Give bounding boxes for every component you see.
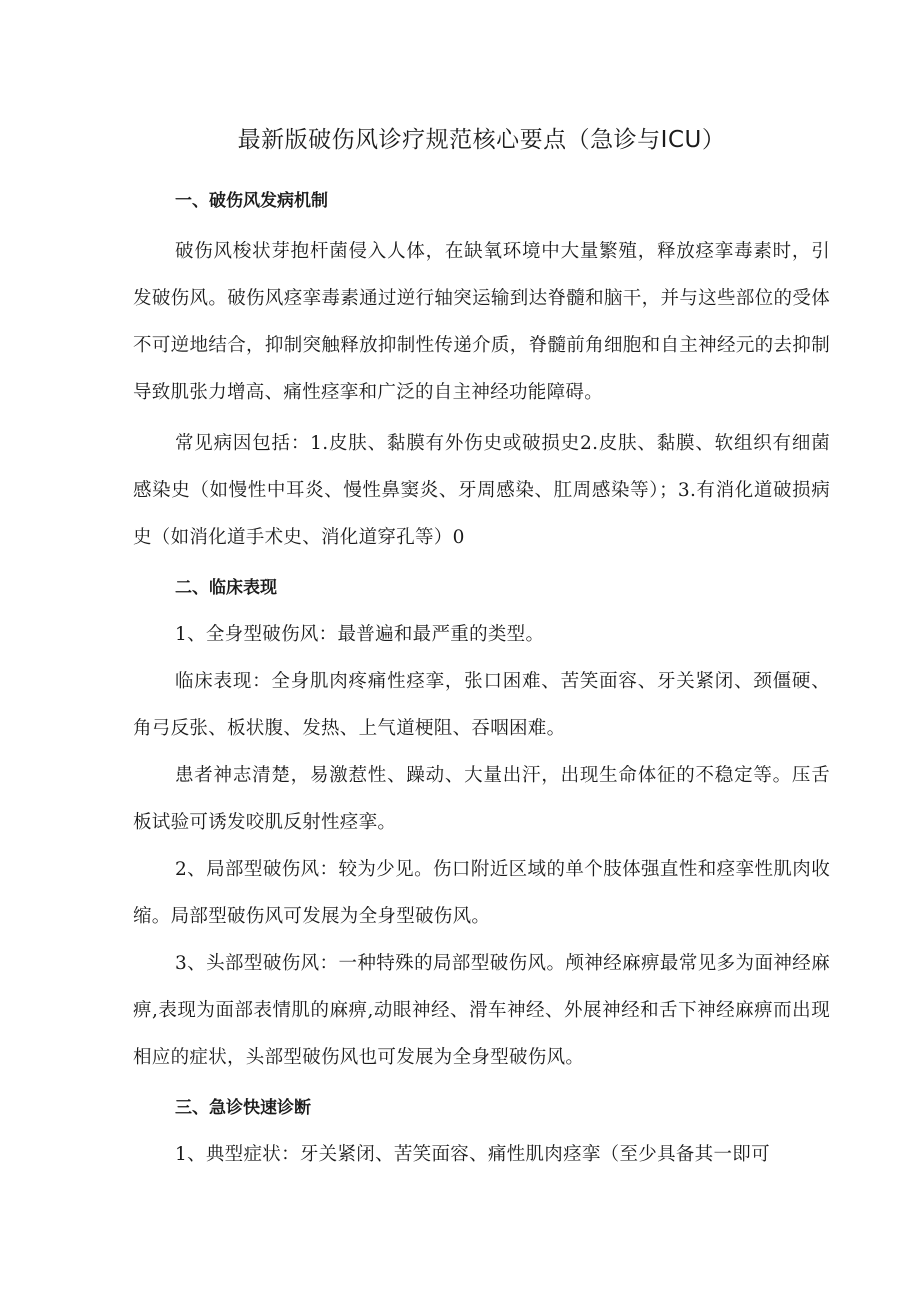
paragraph: 常见病因包括：1.皮肤、黏膜有外伤史或破损史2.皮肤、黏膜、软组织有细菌感染史（如慢性中耳炎、慢性鼻窦炎、牙周感染、肛周感染等）；3.有消化道破损病史（如消化道手术史、消化道穿孔等）0 bbox=[133, 433, 830, 548]
paragraph: 2、局部型破伤风：较为少见。伤口附近区域的单个肢体强直性和痉挛性肌肉收缩。局部型破伤风可发展为全身型破伤风。 bbox=[133, 859, 830, 927]
section-heading: 三、急诊快速诊断 bbox=[175, 1098, 311, 1118]
paragraph: 1、典型症状：牙关紧闭、苦笑面容、痛性肌肉痉挛（至少具备其一即可 bbox=[175, 1144, 770, 1165]
document-title: 最新版破伤风诊疗规范核心要点（急诊与ICU） bbox=[237, 127, 726, 153]
section-emergency-diagnosis bbox=[133, 1085, 830, 1178]
section-clinical-manifestations bbox=[133, 565, 830, 1081]
paragraph: 临床表现：全身肌肉疼痛性痉挛，张口困难、苦笑面容、牙关紧闭、颈僵硬、角弓反张、板状腹、发热、上气道梗阻、吞咽困难。 bbox=[133, 671, 830, 739]
section-heading: 二、临床表现 bbox=[175, 578, 277, 598]
paragraph: 1、全身型破伤风：最普遍和最严重的类型。 bbox=[175, 624, 545, 645]
paragraph: 3、头部型破伤风：一种特殊的局部型破伤风。颅神经麻痹最常见多为面神经麻痹,表现为面部表情肌的麻痹,动眼神经、滑车神经、外展神经和舌下神经麻痹而出现相应的症状，头部型破伤风也可发展为全身型破伤风。 bbox=[133, 953, 830, 1068]
paragraph: 破伤风梭状芽抱杆菌侵入人体，在缺氧环境中大量繁殖，释放痉挛毒素时，引发破伤风。破伤风痉挛毒素通过逆行轴突运输到达脊髓和脑干，并与这些部位的受体不可逆地结合，抑制突触释放抑制性传递介质，脊髓前角细胞和自主神经元的去抑制导致肌张力增高、痛性痉挛和广泛的自主神经功能障碍。 bbox=[133, 241, 830, 403]
paragraph: 患者神志清楚，易激惹性、躁动、大量出汗，出现生命体征的不稳定等。压舌板试验可诱发咬肌反射性痉挛。 bbox=[133, 765, 830, 833]
section-mechanism bbox=[133, 178, 830, 561]
section-heading: 一、破伤风发病机制 bbox=[175, 191, 328, 211]
